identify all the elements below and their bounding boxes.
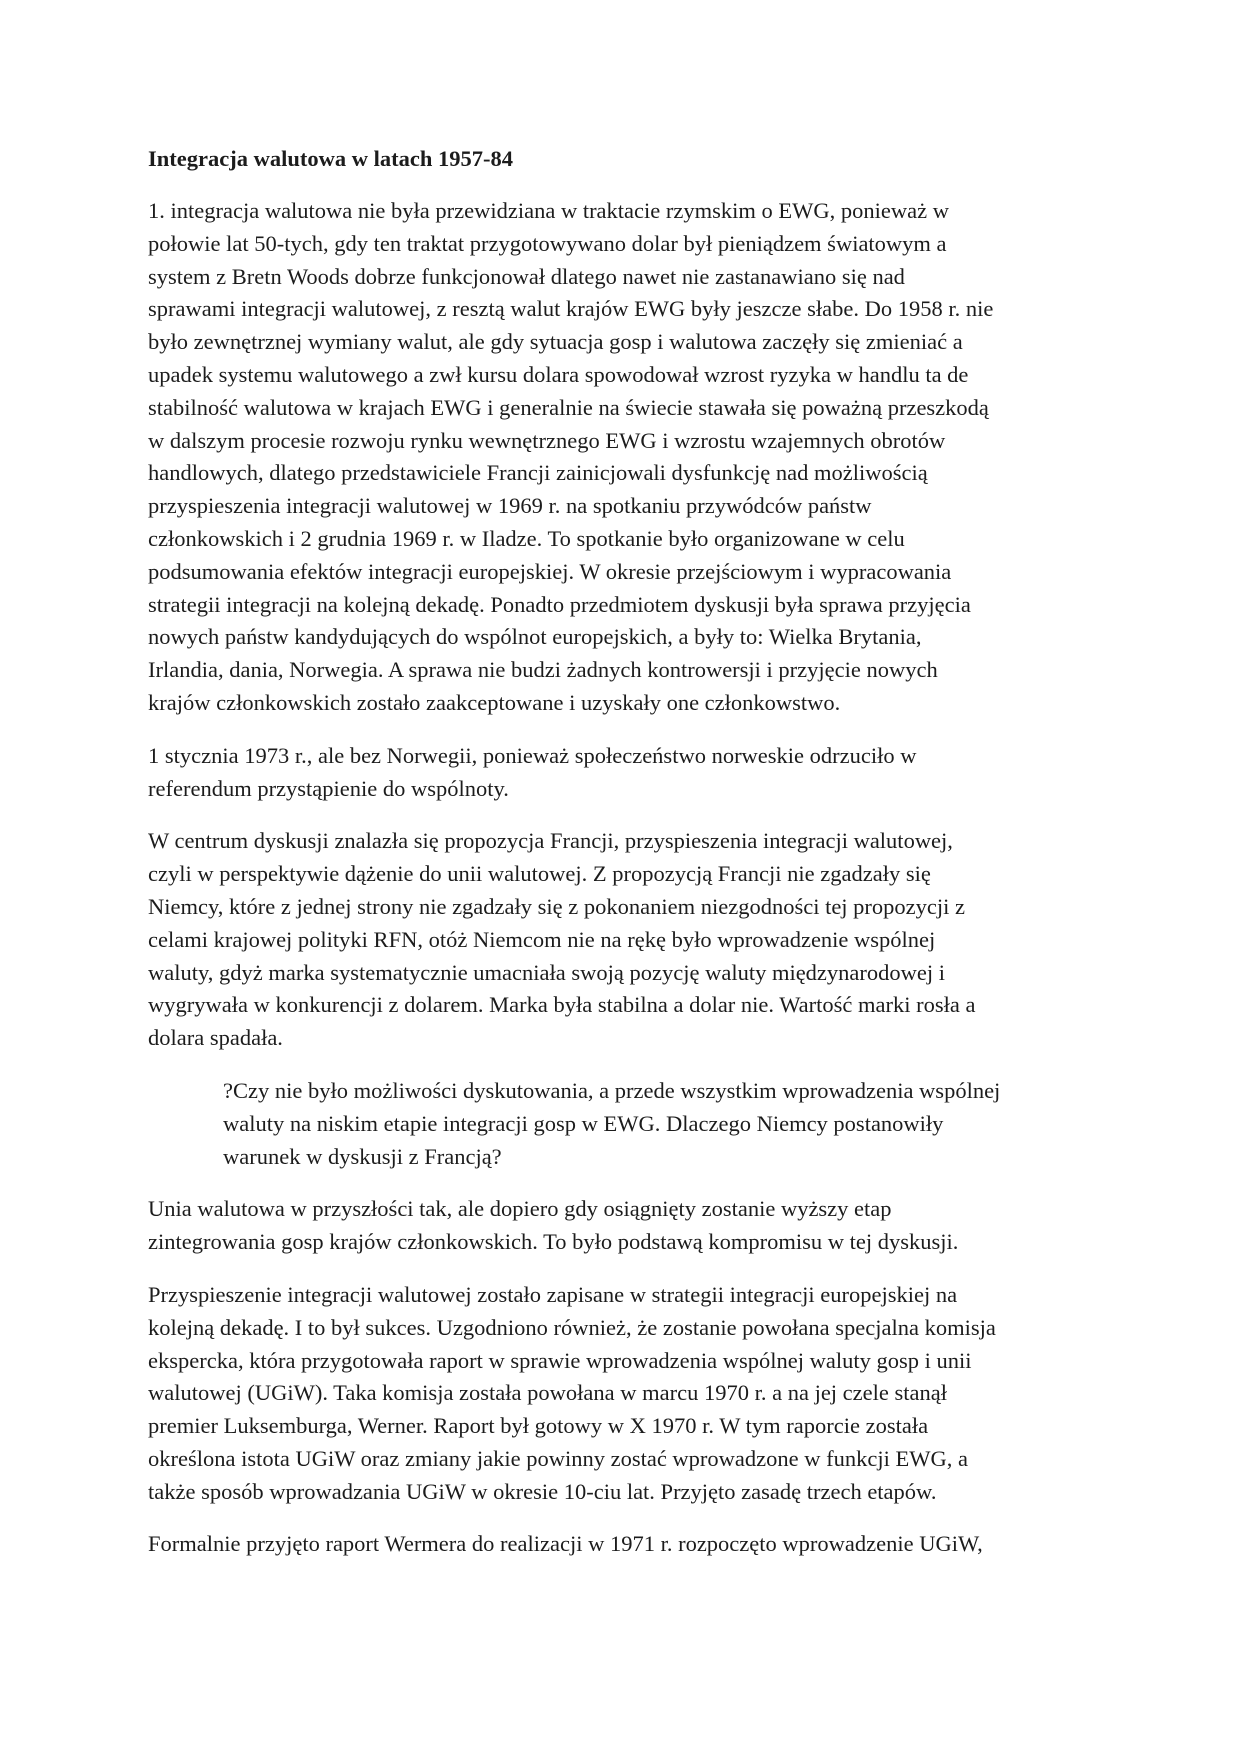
body-paragraph xyxy=(148,195,1093,720)
text-line: Niemcy, które z jednej strony nie zgadzały się z pokonaniem niezgodności tej propozycji z xyxy=(148,893,966,919)
text-line: handlowych, dlatego przedstawiciele Francji zainicjowali dysfunkcję nad możliwością xyxy=(148,460,928,486)
text-line: członkowskich i 2 grudnia 1969 r. w Iladze. To spotkanie było organizowane w celu xyxy=(148,525,905,551)
body-paragraph xyxy=(148,1193,1093,1259)
text-line: także sposób wprowadzania UGiW w okresie 10-ciu lat. Przyjęto zasadę trzech etapów. xyxy=(148,1478,937,1504)
document-title: Integracja walutowa w latach 1957-84 xyxy=(148,146,513,171)
text-line: nowych państw kandydujących do wspólnot europejskich, a były to: Wielka Brytania, xyxy=(148,624,922,650)
text-line: strategii integracji na kolejną dekadę. Ponadto przedmiotem dyskusji była sprawa przyjęcia xyxy=(148,591,971,617)
text-line: system z Bretn Woods dobrze funkcjonował dlatego nawet nie zastanawiano się nad xyxy=(148,263,905,289)
text-line: Przyspieszenie integracji walutowej zostało zapisane w strategii integracji europejskiej na xyxy=(148,1281,958,1307)
text-line: W centrum dyskusji znalazła się propozycja Francji, przyspieszenia integracji walutowej, xyxy=(148,828,953,854)
body-paragraph xyxy=(148,740,1093,806)
text-line: dolara spadała. xyxy=(148,1025,283,1051)
text-line: przyspieszenia integracji walutowej w 1969 r. na spotkaniu przywódców państw xyxy=(148,493,872,519)
quote-paragraph xyxy=(223,1075,1093,1173)
text-line: warunek w dyskusji z Francją? xyxy=(223,1143,502,1169)
text-line: waluty, gdyż marka systematycznie umacniała swoją pozycję waluty międzynarodowej i xyxy=(148,959,946,985)
text-line: Formalnie przyjęto raport Wermera do realizacji w 1971 r. rozpoczęto wprowadzenie UGiW, xyxy=(148,1531,983,1557)
document-page xyxy=(148,143,1093,1581)
text-line: 1 stycznia 1973 r., ale bez Norwegii, ponieważ społeczeństwo norweskie odrzuciło w xyxy=(148,742,917,768)
body-paragraph xyxy=(148,1279,1093,1509)
text-line: określona istota UGiW oraz zmiany jakie powinny zostać wprowadzone w funkcji EWG, a xyxy=(148,1445,968,1471)
text-line: Unia walutowa w przyszłości tak, ale dopiero gdy osiągnięty zostanie wyższy etap xyxy=(148,1196,892,1222)
text-line: w dalszym procesie rozwoju rynku wewnętrznego EWG i wzrostu wzajemnych obrotów xyxy=(148,427,946,453)
body-paragraph xyxy=(148,1528,1093,1561)
text-line: podsumowania efektów integracji europejskiej. W okresie przejściowym i wypracowania xyxy=(148,558,952,584)
text-line: Irlandia, dania, Norwegia. A sprawa nie budzi żadnych kontrowersji i przyjęcie nowych xyxy=(148,657,938,683)
document-body xyxy=(148,195,1093,1561)
text-line: referendum przystąpienie do wspólnoty. xyxy=(148,775,509,801)
text-line: 1. integracja walutowa nie była przewidziana w traktacie rzymskim o EWG, ponieważ w xyxy=(148,198,949,223)
text-line: czyli w perspektywie dążenie do unii walutowej. Z propozycją Francji nie zgadzały się xyxy=(148,861,931,887)
text-line: waluty na niskim etapie integracji gosp w EWG. Dlaczego Niemcy postanowiły xyxy=(223,1110,944,1136)
text-line: krajów członkowskich zostało zaakceptowane i uzyskały one członkowstwo. xyxy=(148,689,841,715)
text-line: celami krajowej polityki RFN, otóż Niemcom nie na rękę było wprowadzenie wspólnej xyxy=(148,926,936,952)
text-line: ?Czy nie było możliwości dyskutowania, a przede wszystkim wprowadzenia wspólnej xyxy=(223,1077,1001,1103)
text-line: sprawami integracji walutowej, z resztą walut krajów EWG były jeszcze słabe. Do 1958 r. nie xyxy=(148,296,994,322)
text-line: ekspercka, która przygotowała raport w sprawie wprowadzenia wspólnej waluty gosp i unii xyxy=(148,1347,972,1373)
text-line: wygrywała w konkurencji z dolarem. Marka była stabilna a dolar nie. Wartość marki rosła a xyxy=(148,992,976,1018)
text-line: stabilność walutowa w krajach EWG i generalnie na świecie stawała się poważną przeszkodą xyxy=(148,394,989,420)
text-line: zintegrowania gosp krajów członkowskich. To było podstawą kompromisu w tej dyskusji. xyxy=(148,1229,959,1255)
body-paragraph xyxy=(148,825,1093,1055)
text-line: premier Luksemburga, Werner. Raport był gotowy w X 1970 r. W tym raporcie została xyxy=(148,1413,929,1439)
text-line: walutowej (UGiW). Taka komisja została powołana w marcu 1970 r. a na jej czele stanął xyxy=(148,1380,947,1406)
text-line: kolejną dekadę. I to był sukces. Uzgodniono również, że zostanie powołana specjalna komisja xyxy=(148,1314,996,1340)
text-line: było zewnętrznej wymiany walut, ale gdy sytuacja gosp i walutowa zaczęły się zmieniać a xyxy=(148,329,963,355)
text-line: połowie lat 50-tych, gdy ten traktat przygotowywano dolar był pieniądzem światowym a xyxy=(148,230,947,256)
text-line: upadek systemu walutowego a zwł kursu dolara spowodował wzrost ryzyka w handlu ta de xyxy=(148,361,969,387)
